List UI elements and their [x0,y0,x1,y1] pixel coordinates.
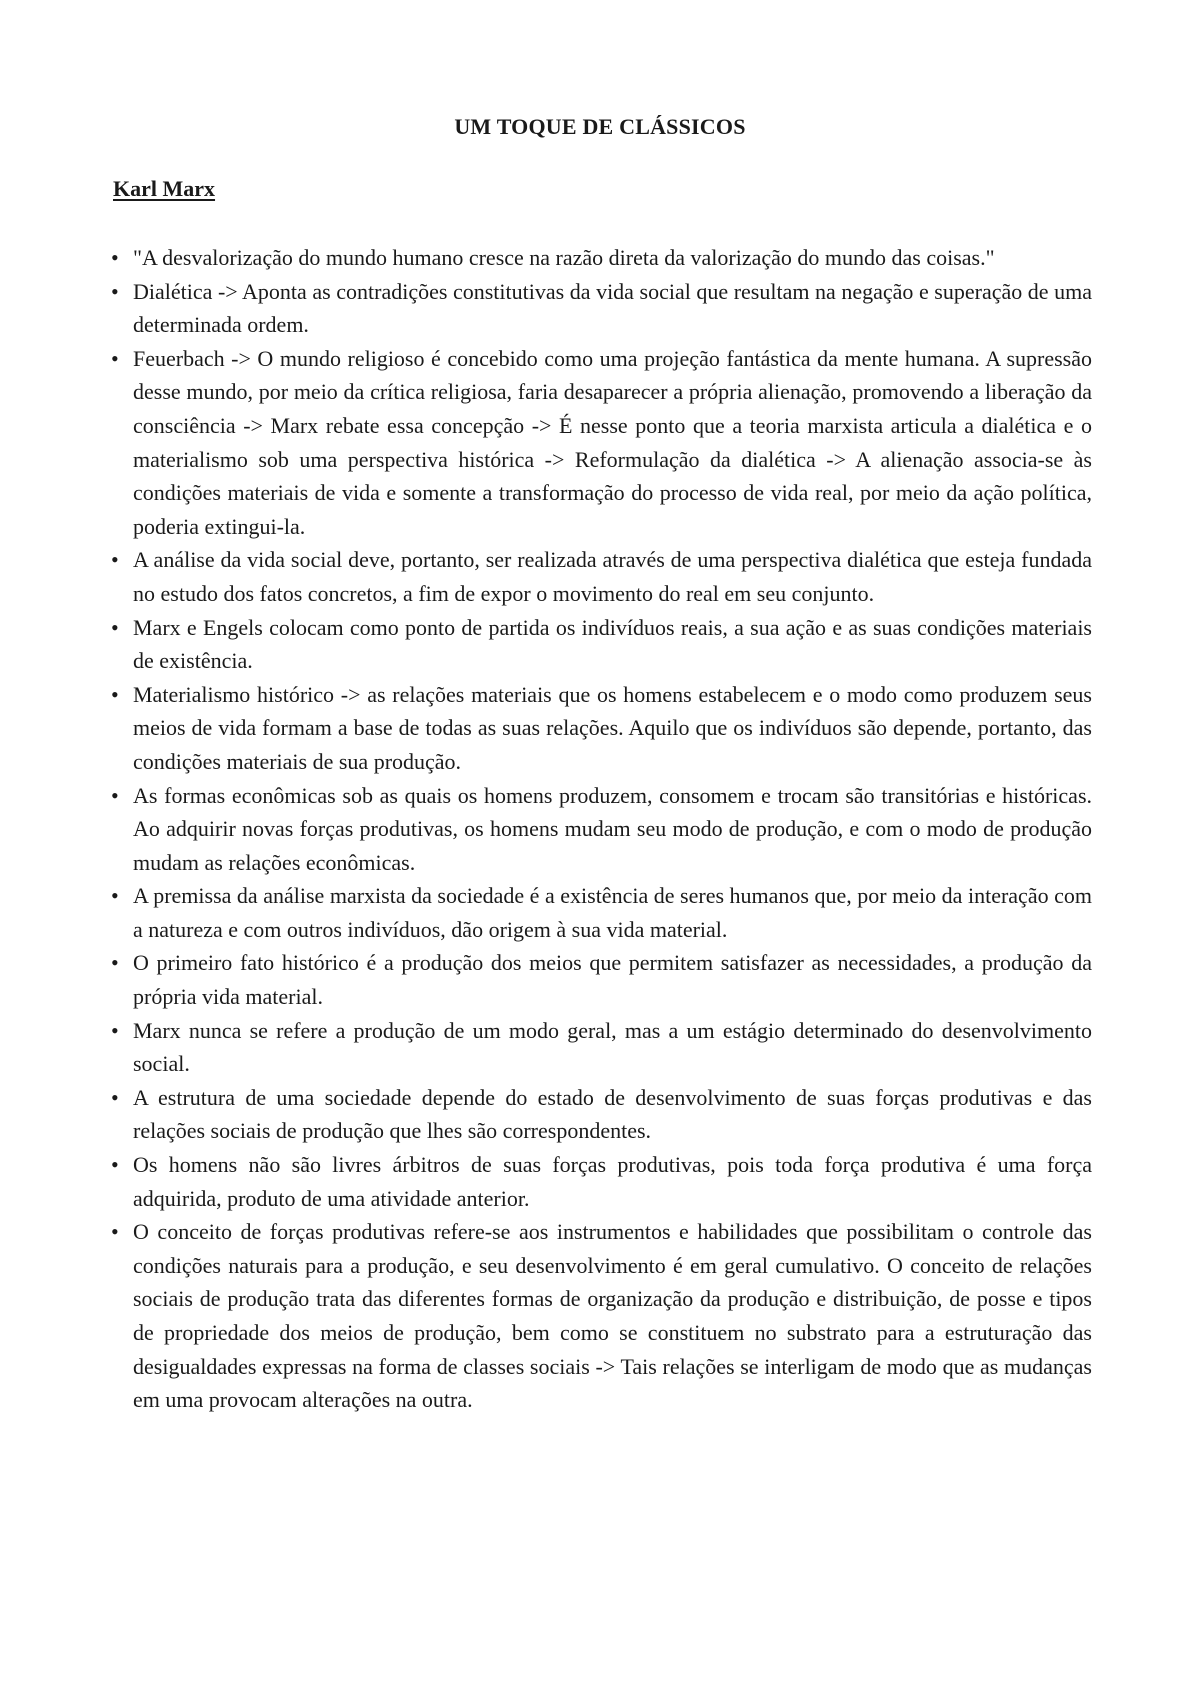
bullet-item [107,946,1092,1013]
bullet-text: Os homens não são livres árbitros de suas forças produtivas, pois toda força produtiva é uma força adquirida, produto de uma atividade anterior. [133,1152,1092,1211]
bullet-text: O primeiro fato histórico é a produção dos meios que permitem satisfazer as necessidades, a produção da própria vida material. [133,950,1092,1010]
bullet-marker: • [111,681,119,707]
bullet-text: Feuerbach -> O mundo religioso é concebido como uma projeção fantástica da mente humana. A supressão desse mundo, por meio da crítica religiosa, faria desaparecer a própria alienação, promovendo a liberação da consciência -> Marx rebate essa concepção -> É nesse ponto que a teoria marxista articula a dialética e o materialismo sob uma perspectiva histórica -> Reformulação da dialética -> A alienação associa-se às condições materiais de vida e somente a transformação do processo de vida real, por meio da ação política, poderia extingui-la. [133,345,1092,539]
bullet-text: A premissa da análise marxista da sociedade é a existência de seres humanos que, por meio da interação com a natureza e com outros indivíduos, dão origem à sua vida material. [133,883,1092,942]
bullet-text: Marx e Engels colocam como ponto de partida os indivíduos reais, a sua ação e as suas condições materiais de existência. [133,614,1092,674]
bullet-text: Materialismo histórico -> as relações materiais que os homens estabelecem e o modo como produzem seus meios de vida formam a base de todas as suas relações. Aquilo que os indivíduos são depende, portanto, das condições materiais de sua produção. [133,681,1092,774]
bullet-item [107,342,1092,544]
bullet-text: A estrutura de uma sociedade depende do estado de desenvolvimento de suas forças produtivas e das relações sociais de produção que lhes são correspondentes. [133,1084,1092,1144]
bullet-text: As formas econômicas sob as quais os homens produzem, consomem e trocam são transitórias e históricas. Ao adquirir novas forças produtivas, os homens mudam seu modo de produção, e com o modo de produção mudam as relações econômicas. [133,782,1092,875]
bullet-item [107,1148,1092,1215]
bullet-item [107,611,1092,678]
bullet-marker: • [111,245,119,270]
bullet-marker: • [111,1017,119,1043]
bullet-item [107,678,1092,779]
bullet-item [107,543,1092,610]
bullet-marker: • [111,782,119,808]
bullet-item [107,1215,1092,1417]
bullet-item [107,779,1092,880]
bullet-text: "A desvalorização do mundo humano cresce na razão direta da valorização do mundo das coisas." [133,245,995,270]
bullet-text: Dialética -> Aponta as contradições constitutivas da vida social que resultam na negação e superação de uma determinada ordem. [133,278,1092,338]
bullet-text: A análise da vida social deve, portanto, ser realizada através de uma perspectiva dialética que esteja fundada no estudo dos fatos concretos, a fim de expor o movimento do real em seu conjunto. [133,547,1092,606]
bullet-text: O conceito de forças produtivas refere-se aos instrumentos e habilidades que possibilitam o controle das condições naturais para a produção, e seu desenvolvimento é em geral cumulativo. O conceito de relações sociais de produção trata das diferentes formas de organização da produção e distribuição, de posse e tipos de propriedade dos meios de produção, bem como se constituem no substrato para a estruturação das desigualdades expressas na forma de classes sociais -> Tais relações se interligam de modo que as mudanças em uma provocam alterações na outra. [133,1219,1092,1413]
bullet-marker: • [111,278,119,304]
bullet-marker: • [111,1219,119,1245]
bullet-marker: • [111,547,119,573]
document-title: UM TOQUE DE CLÁSSICOS [454,114,746,139]
bullet-text: Marx nunca se refere a produção de um modo geral, mas a um estágio determinado do desenvolvimento social. [133,1017,1092,1077]
bullet-marker: • [111,1152,119,1178]
bullet-item [107,241,1092,275]
bullet-item [107,275,1092,342]
bullet-item [107,879,1092,946]
bullet-marker: • [111,883,119,909]
bullet-list [107,241,1092,1417]
bullet-item [107,1014,1092,1081]
bullet-marker: • [111,950,119,976]
section-heading: Karl Marx [113,176,216,201]
bullet-marker: • [111,1084,119,1110]
bullet-item [107,1081,1092,1148]
bullet-marker: • [111,345,119,371]
bullet-marker: • [111,614,119,640]
